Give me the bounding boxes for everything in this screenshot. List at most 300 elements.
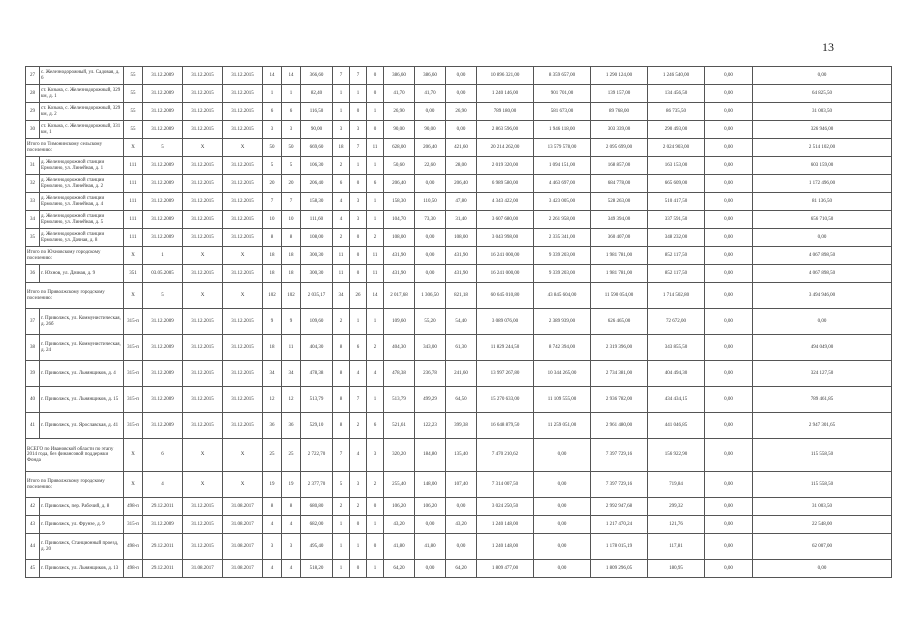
table-cell: 31.12.2015 [183, 121, 223, 139]
table-cell: 3 423 005,00 [534, 193, 591, 211]
table-cell: 404,30 [384, 335, 415, 361]
table-cell: 8 [263, 498, 282, 516]
table-cell: 431,90 [384, 265, 415, 283]
table-cell: 0,00 [705, 175, 753, 193]
table-row [26, 516, 892, 534]
table-cell: 324 127,50 [753, 361, 892, 387]
table-cell: 11 829 244,50 [477, 335, 534, 361]
table-cell: 300,30 [301, 265, 333, 283]
table-row [26, 361, 892, 387]
subtotal-row [26, 139, 892, 157]
table-cell: 3 024 250,50 [477, 498, 534, 516]
table-cell: 31 003,50 [753, 103, 892, 121]
table-cell: 628,00 [384, 139, 415, 157]
table-row [26, 121, 892, 139]
table-cell: 7 397 729,16 [591, 472, 648, 498]
table-cell: 8 742 394,00 [534, 335, 591, 361]
table-cell: 1 240 148,00 [477, 516, 534, 534]
table-cell: 399,38 [446, 413, 477, 439]
table-cell: 0 [350, 516, 367, 534]
table-cell: 89 768,00 [591, 103, 648, 121]
address-cell: г. Приволжск, ул. Фрунзе, д. 9 [40, 516, 124, 534]
table-cell: 8 359 657,00 [534, 67, 591, 85]
table-cell: X [183, 472, 223, 498]
table-cell: 158,30 [384, 193, 415, 211]
table-cell: 1 306,50 [415, 283, 446, 309]
table-cell: 0,00 [705, 361, 753, 387]
table-cell: 2 035,17 [301, 283, 333, 309]
table-cell: 366,60 [301, 67, 333, 85]
table-cell: 1 [350, 534, 367, 560]
table-cell: 31.12.2015 [223, 67, 263, 85]
table-cell: 0,00 [705, 560, 753, 578]
table-cell: 1 [282, 85, 301, 103]
table-cell: 431,90 [446, 265, 477, 283]
table-cell: 521,61 [384, 413, 415, 439]
address-cell: г. Приволжск, ул. Льнянщиков, д. 15 [40, 387, 124, 413]
table-cell: 26 [350, 283, 367, 309]
table-cell: 0,00 [705, 516, 753, 534]
table-cell: 110,50 [415, 193, 446, 211]
table-cell: 31.12.2015 [183, 175, 223, 193]
table-cell: 36 [282, 413, 301, 439]
table-cell: 11 [333, 265, 350, 283]
table-cell: 31.12.2015 [223, 361, 263, 387]
subtotal-label: Итого по Тимонинскому сельскому поселению: [26, 139, 124, 157]
table-cell: 31.12.2009 [143, 516, 183, 534]
table-cell: 1 809 477,00 [477, 560, 534, 578]
table-cell: 106,20 [384, 498, 415, 516]
table-cell: 0,00 [705, 211, 753, 229]
table-cell: 2 514 102,00 [753, 139, 892, 157]
table-cell: 31.08.2017 [223, 516, 263, 534]
table-cell: 20 214 262,00 [477, 139, 534, 157]
table-cell: 0,00 [534, 560, 591, 578]
table-cell: 14 [282, 67, 301, 85]
table-row [26, 413, 892, 439]
table-cell: 34 [333, 283, 350, 309]
table-cell: 29.12.2011 [143, 560, 183, 578]
table-cell: 9 339 203,00 [534, 265, 591, 283]
table-cell: 9 [263, 309, 282, 335]
table-cell: 31.12.2015 [223, 157, 263, 175]
table-cell: 0,00 [446, 498, 477, 516]
table-cell: 4 [350, 361, 367, 387]
table-cell: 31.12.2015 [183, 413, 223, 439]
table-cell: 60 645 010,80 [477, 283, 534, 309]
table-cell: 31.12.2009 [143, 193, 183, 211]
table-cell: 0 [367, 67, 384, 85]
table-cell: 0,00 [446, 121, 477, 139]
table-cell: 0,00 [705, 67, 753, 85]
table-cell: 11 [282, 335, 301, 361]
table-cell: 55 [124, 121, 143, 139]
table-cell: 13 579 578,00 [534, 139, 591, 157]
table-cell: X [124, 247, 143, 265]
table-cell: 2 [367, 472, 384, 498]
table-cell: 14 [367, 283, 384, 309]
table-cell: 31.12.2015 [223, 413, 263, 439]
address-cell: д. Железнодорожной станции Ермолино, ул. Дачная, д. 8 [40, 229, 124, 247]
page-number: 13 [822, 40, 834, 54]
table-cell: 513,79 [384, 387, 415, 413]
subtotal-label: Итого по Приволжскому городскому поселению: [26, 283, 124, 309]
table-cell: 12 [263, 387, 282, 413]
table-cell: 55,20 [415, 309, 446, 335]
table-cell: 6 [263, 103, 282, 121]
table-cell: 5 [282, 157, 301, 175]
table-cell: 3 [350, 211, 367, 229]
table-cell: X [223, 283, 263, 309]
row-number: 40 [26, 387, 40, 413]
table-cell: 241,60 [446, 361, 477, 387]
table-cell: 168 857,00 [591, 157, 648, 175]
table-cell: 31.12.2015 [223, 211, 263, 229]
table-cell: X [124, 139, 143, 157]
table-cell: 31.12.2015 [183, 498, 223, 516]
table-cell: 0,00 [705, 103, 753, 121]
table-cell: 3 [263, 121, 282, 139]
table-row [26, 309, 892, 335]
address-cell: г. Приволжск, ул. Коммунистическая, д. 24 [40, 335, 124, 361]
table-cell: 4 [333, 211, 350, 229]
table-cell: 18 [263, 247, 282, 265]
address-cell: г. Приволжск, пер. Рабочий, д. 8 [40, 498, 124, 516]
table-cell: 0,00 [446, 534, 477, 560]
table-cell: 2 863 596,00 [477, 121, 534, 139]
row-number: 31 [26, 157, 40, 175]
table-cell: 1 [367, 309, 384, 335]
table-cell: X [124, 472, 143, 498]
table-cell: X [223, 439, 263, 472]
table-cell: 3 [367, 439, 384, 472]
table-cell: 1 [333, 534, 350, 560]
table-cell: 111,60 [301, 211, 333, 229]
table-cell: 31.12.2009 [143, 157, 183, 175]
table-cell: 0 [350, 175, 367, 193]
table-cell: 31.12.2015 [223, 103, 263, 121]
table-cell: 2 936 782,00 [591, 387, 648, 413]
table-cell: 47,80 [446, 193, 477, 211]
table-cell: 61,30 [446, 335, 477, 361]
table-cell: 108,00 [384, 229, 415, 247]
table-cell: 2 377,70 [301, 472, 333, 498]
table-cell: 55 [124, 85, 143, 103]
subtotal-label: Итого по Приволжскому городскому поселению: [26, 472, 124, 498]
row-number: 27 [26, 67, 40, 85]
table-cell: 117,81 [648, 534, 705, 560]
row-number: 43 [26, 516, 40, 534]
table-cell: 1 [350, 157, 367, 175]
table-cell: 1 290 124,00 [591, 67, 648, 85]
table-cell: 0,00 [705, 85, 753, 103]
table-cell: 518,20 [301, 560, 333, 578]
table-cell: 15 270 633,00 [477, 387, 534, 413]
table-cell: X [183, 283, 223, 309]
table-cell: 4 463 697,00 [534, 175, 591, 193]
table-cell: 31.12.2015 [183, 265, 223, 283]
table-cell: 4 [367, 361, 384, 387]
table-cell: 28,00 [446, 157, 477, 175]
table-cell: 31.12.2009 [143, 175, 183, 193]
table-cell: 5 [263, 157, 282, 175]
table-cell: 102 [263, 283, 282, 309]
table-cell: 206,40 [415, 139, 446, 157]
table-cell: 31.12.2009 [143, 413, 183, 439]
table-cell: 0,00 [705, 229, 753, 247]
table-cell: 0 [350, 247, 367, 265]
table-cell: 184,80 [415, 439, 446, 472]
table-row [26, 265, 892, 283]
table-cell: 626 465,00 [591, 309, 648, 335]
table-cell: 108,00 [446, 229, 477, 247]
table-cell: 18 [333, 139, 350, 157]
table-cell: 72 672,00 [648, 309, 705, 335]
table-cell: 1 217 470,24 [591, 516, 648, 534]
table-cell: 2 722,70 [301, 439, 333, 472]
table-cell: 9 [282, 309, 301, 335]
table-cell: 6 [367, 175, 384, 193]
table-cell: 4 [282, 516, 301, 534]
table-cell: 121,76 [648, 516, 705, 534]
table-cell: 6 [282, 103, 301, 121]
table-cell: 5 [333, 472, 350, 498]
table-cell: 1 240 148,00 [477, 534, 534, 560]
table-cell: 499,29 [415, 387, 446, 413]
table-cell: 116,50 [301, 103, 333, 121]
table-cell: 18 [263, 335, 282, 361]
table-cell: 603 159,00 [753, 157, 892, 175]
table-cell: 11 [333, 247, 350, 265]
table-body [26, 67, 892, 578]
table-cell: 0,00 [753, 309, 892, 335]
table-cell: 31.12.2015 [223, 175, 263, 193]
table-cell: 789 180,00 [477, 103, 534, 121]
table-cell: 50 [263, 139, 282, 157]
table-cell: 7 [282, 193, 301, 211]
table-cell: 0,00 [705, 387, 753, 413]
table-cell: 4 [333, 193, 350, 211]
table-cell: 7 [333, 439, 350, 472]
table-cell: 1 [367, 516, 384, 534]
table-cell: 90,00 [415, 121, 446, 139]
table-cell: 0,00 [415, 247, 446, 265]
table-cell: 31.12.2009 [143, 85, 183, 103]
table-cell: 510 417,50 [648, 193, 705, 211]
table-cell: 3 [282, 534, 301, 560]
table-cell: 421,60 [446, 139, 477, 157]
table-cell: 31.12.2015 [183, 67, 223, 85]
table-cell: 31.12.2015 [183, 157, 223, 175]
table-cell: 1 [350, 309, 367, 335]
table-cell: 180,95 [648, 560, 705, 578]
table-cell: 31.08.2017 [223, 534, 263, 560]
table-cell: X [183, 139, 223, 157]
table-cell: 1 [367, 560, 384, 578]
table-row [26, 157, 892, 175]
table-cell: 50 [282, 139, 301, 157]
table-cell: 669,60 [301, 139, 333, 157]
address-cell: г. Приволжск, ул. Коммунистическая, д. 26б [40, 309, 124, 335]
table-cell: 64,50 [446, 387, 477, 413]
row-number: 38 [26, 335, 40, 361]
table-cell: 3 607 680,00 [477, 211, 534, 229]
table-cell: 315-п [124, 387, 143, 413]
row-number: 45 [26, 560, 40, 578]
table-cell: 25 [282, 439, 301, 472]
table-cell: 18 [263, 265, 282, 283]
table-cell: 1 240 146,00 [477, 85, 534, 103]
table-row [26, 498, 892, 516]
table-cell: 4 [143, 472, 183, 498]
table-cell: 11 [367, 139, 384, 157]
table-cell: 4 343 422,00 [477, 193, 534, 211]
table-cell: 0 [367, 121, 384, 139]
table-cell: 163 153,00 [648, 157, 705, 175]
table-cell: 665 609,00 [648, 175, 705, 193]
table-cell: 31.08.2017 [223, 498, 263, 516]
table-cell: 315-п [124, 309, 143, 335]
table-cell: 529,10 [301, 413, 333, 439]
table-cell: 158,30 [301, 193, 333, 211]
table-cell: 31.12.2009 [143, 67, 183, 85]
table-cell: 0,00 [705, 193, 753, 211]
table-cell: 139 157,00 [591, 85, 648, 103]
table-cell: 13 997 267,80 [477, 361, 534, 387]
table-cell: 348 232,00 [648, 229, 705, 247]
table-cell: 4 [282, 560, 301, 578]
table-row [26, 560, 892, 578]
table-cell: 4 [263, 560, 282, 578]
address-cell: г. Приволжск, ул. Ярославская, д. 41 [40, 413, 124, 439]
table-cell: 0,00 [534, 534, 591, 560]
table-cell: 315-п [124, 335, 143, 361]
table-cell: 206,40 [301, 175, 333, 193]
table-cell: 581 673,00 [534, 103, 591, 121]
table-cell: 111 [124, 229, 143, 247]
table-cell: 11 259 051,00 [534, 413, 591, 439]
table-cell: 41,70 [384, 85, 415, 103]
table-cell: 719,84 [648, 472, 705, 498]
table-cell: 31.12.2015 [223, 85, 263, 103]
table-cell: 0,00 [534, 439, 591, 472]
row-number: 32 [26, 175, 40, 193]
table-cell: 106,20 [415, 498, 446, 516]
table-cell: 5 [143, 283, 183, 309]
table-row [26, 229, 892, 247]
table-cell: 31.12.2015 [223, 387, 263, 413]
table-cell: 111 [124, 193, 143, 211]
table-cell: 682,00 [301, 516, 333, 534]
table-cell: 5 [143, 139, 183, 157]
table-cell: 315-п [124, 413, 143, 439]
table-cell: 25 [263, 439, 282, 472]
table-cell: 6 [143, 439, 183, 472]
table-cell: 31.08.2017 [223, 560, 263, 578]
table-cell: 7 [333, 67, 350, 85]
table-cell: 1 [333, 103, 350, 121]
table-cell: 1 246 540,00 [648, 67, 705, 85]
table-cell: 19 [282, 472, 301, 498]
table-cell: 19 [263, 472, 282, 498]
table-cell: 0 [350, 229, 367, 247]
table-cell: 16 241 000,00 [477, 247, 534, 265]
table-cell: 11 [367, 247, 384, 265]
table-cell: 0,00 [753, 560, 892, 578]
table-cell: 0 [350, 265, 367, 283]
table-cell: 6 [333, 175, 350, 193]
table-cell: 1 [143, 247, 183, 265]
address-cell: д. Железнодорожной станции Ермолино, ул. Линейная, д. 2 [40, 175, 124, 193]
table-cell: 255,40 [384, 472, 415, 498]
table-cell: 18 [282, 247, 301, 265]
table-cell: 111 [124, 175, 143, 193]
table-cell: 7 [263, 193, 282, 211]
table-cell: 360 407,00 [591, 229, 648, 247]
table-cell: 31.12.2015 [223, 121, 263, 139]
table-cell: 43,20 [446, 516, 477, 534]
table-cell: 495,40 [301, 534, 333, 560]
table-cell: 20 [282, 175, 301, 193]
address-cell: д. Железнодорожной станции Ермолино, ул. Линейная, д. 5 [40, 211, 124, 229]
table-cell: 31.12.2009 [143, 211, 183, 229]
table-cell: 31.12.2015 [183, 211, 223, 229]
table-cell: 3 494 946,00 [753, 283, 892, 309]
table-cell: 0 [350, 103, 367, 121]
subtotal-row [26, 439, 892, 472]
table-cell: X [223, 472, 263, 498]
table-cell: 0,00 [446, 67, 477, 85]
table-cell: 29.12.2011 [143, 534, 183, 560]
table-cell: 29.12.2011 [143, 498, 183, 516]
address-cell: ст. Козьма, с. Железнодорожный, 331 км, 1 [40, 121, 124, 139]
table-cell: 31.08.2017 [183, 560, 223, 578]
table-cell: 22 548,00 [753, 516, 892, 534]
row-number: 35 [26, 229, 40, 247]
address-cell: д. Железнодорожной станции Ермолино, ул. Линейная, д. 1 [40, 157, 124, 175]
table-cell: 134 456,50 [648, 85, 705, 103]
table-cell: 8 [333, 413, 350, 439]
table-cell: 31.12.2015 [223, 265, 263, 283]
table-cell: 2 734 381,00 [591, 361, 648, 387]
table-cell: 111 [124, 211, 143, 229]
table-cell: 3 [350, 121, 367, 139]
address-cell: г. Приволжск, ул. Льнянщиков, д. 13 [40, 560, 124, 578]
table-cell: 8 [263, 229, 282, 247]
table-cell: 16 241 000,00 [477, 265, 534, 283]
table-cell: 2 017,68 [384, 283, 415, 309]
table-cell: 4 [350, 439, 367, 472]
table-cell: 148,00 [415, 472, 446, 498]
table-cell: 2 992 947,68 [591, 498, 648, 516]
table-cell: 102 [282, 283, 301, 309]
table-cell: 10 896 321,00 [477, 67, 534, 85]
table-cell: 4 067 898,50 [753, 247, 892, 265]
address-cell: г. Приволжск, Станционный проезд, д. 20 [40, 534, 124, 560]
table-cell: 122,23 [415, 413, 446, 439]
table-cell: 528 263,00 [591, 193, 648, 211]
table-cell: 43 845 604,00 [534, 283, 591, 309]
row-number: 41 [26, 413, 40, 439]
table-cell: 290 493,00 [648, 121, 705, 139]
table-cell: 2 [333, 498, 350, 516]
table-cell: 4 [263, 516, 282, 534]
table-cell: 73,30 [415, 211, 446, 229]
subtotal-label: ВСЕГО по Ивановской области по этапу 2014 года, без финансовой поддержки Фонда [26, 439, 124, 472]
table-cell: 8 [333, 361, 350, 387]
table-row [26, 103, 892, 121]
table-cell: 12 [282, 387, 301, 413]
